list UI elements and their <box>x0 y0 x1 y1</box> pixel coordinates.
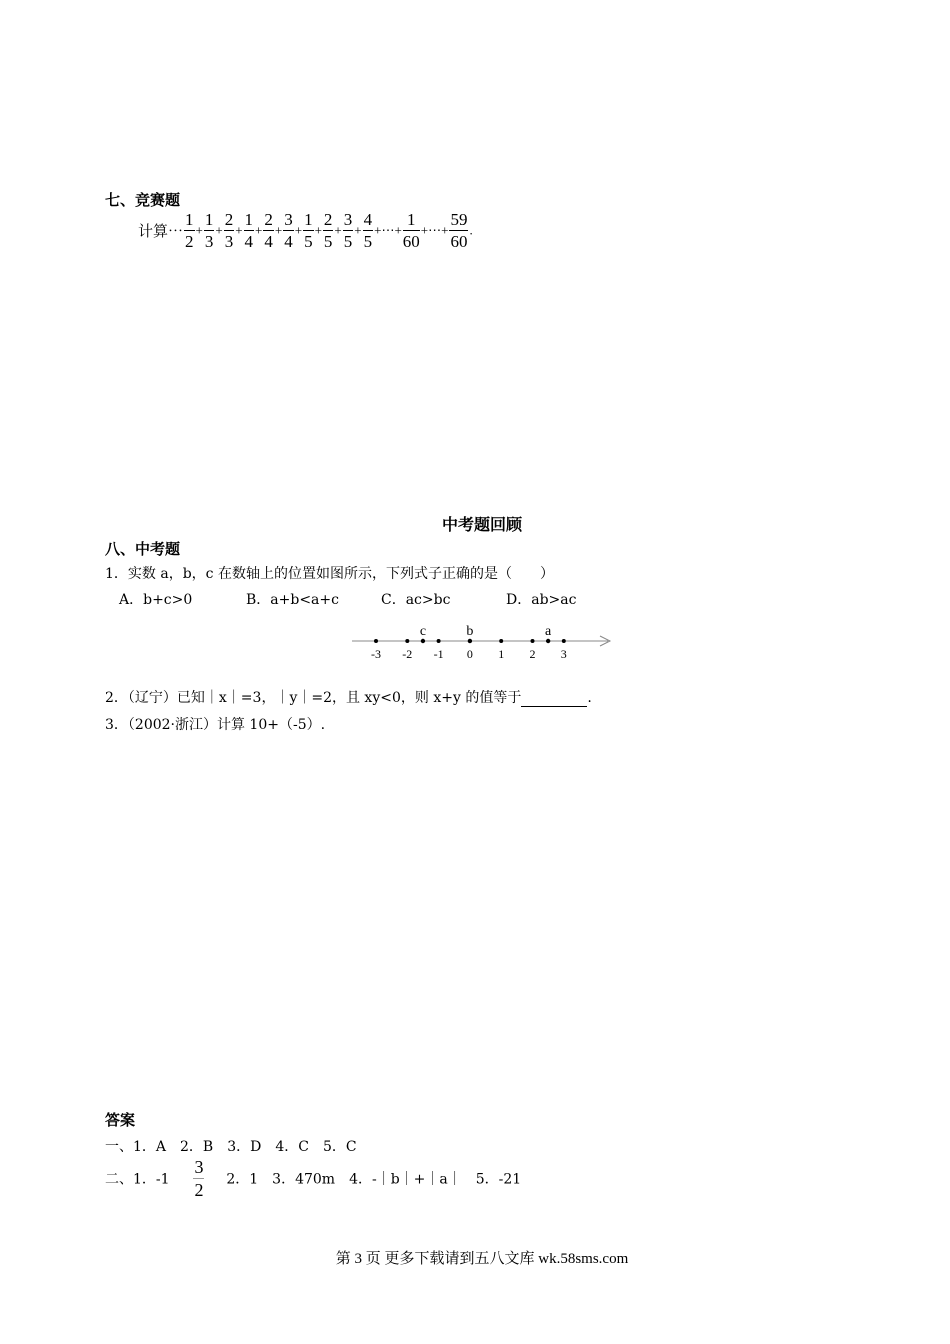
option-d: D．ab>ac <box>506 592 577 608</box>
tick-dot <box>499 639 503 643</box>
review-title: 中考题回顾 <box>441 515 522 534</box>
question-3: 3．（2002·浙江）计算 10+（-5）. <box>105 717 326 733</box>
question-2-end: . <box>587 690 592 706</box>
option-a: A．b+c>0 <box>119 592 193 608</box>
fraction: $\frac{59}{60}$ <box>450 210 468 251</box>
answers-line-1: 一、1．A 2．B 3．D 4．C 5．C <box>105 1139 357 1155</box>
ellipsis: +⋯+ <box>420 222 449 238</box>
tick-label: -1 <box>433 647 444 661</box>
expression-end: . <box>469 222 473 238</box>
answers-line-2-rest: 2．1 3．470m 4．-｜b｜+｜a｜ 5．-21 <box>226 1171 522 1188</box>
option-c: C．ac>bc <box>381 592 451 608</box>
point-b <box>468 639 472 643</box>
tick-dot <box>562 639 566 643</box>
number-line-figure <box>345 620 620 665</box>
answers-title: 答案 <box>105 1111 136 1129</box>
tick-label: -2 <box>402 647 413 661</box>
competition-expression: 计算⋯ $\frac{1}{2}$ + $\frac{1}{3}$ + $\frac{2}{3}$ + $\frac{1}{4}$ + $\frac{2}{4}$ + $\frac{3}{4}$ + $\frac{1}{5}$ + $\frac{2}{5}$ + $\frac{3}{5}$ + $\frac{4}{5}$ +⋯+ $\frac{1}{60}$ +⋯+ $\frac{59}{60}$ . <box>138 210 473 251</box>
point-label-c: c <box>419 624 427 639</box>
point-label-b: b <box>466 624 474 639</box>
fraction: $\frac{1}{5}$ <box>304 210 313 251</box>
expression-prefix: 计算⋯ <box>138 222 184 240</box>
answers-line-2-start: 二、1．-1 <box>105 1171 170 1188</box>
point-label-a: a <box>545 624 552 639</box>
fraction: $\frac{3}{4}$ <box>284 210 293 251</box>
tick-label: 0 <box>466 647 473 661</box>
fraction: $\frac{1}{60}$ <box>402 210 420 251</box>
tick-dot <box>374 639 378 643</box>
fraction: $\frac{1}{3}$ <box>204 210 214 251</box>
fraction: $\frac{1}{2}$ <box>185 210 194 251</box>
fraction: $\frac{3}{5}$ <box>343 210 353 251</box>
question-2-text: 2．（辽宁）已知｜x｜=3，｜y｜=2，且 xy<0，则 x+y 的值等于 <box>105 690 522 706</box>
section8-title: 八、中考题 <box>105 540 181 558</box>
tick-label: 3 <box>560 647 567 661</box>
question-1: 1．实数 a，b，c 在数轴上的位置如图所示，下列式子正确的是（ ） <box>105 566 554 582</box>
tick-dot <box>531 639 535 643</box>
tick-label: 1 <box>498 647 505 661</box>
section7-title: 七、竞赛题 <box>105 191 181 209</box>
tick-label: 2 <box>529 647 536 661</box>
page-footer: 第 3 页 更多下载请到五八文库 wk.58sms.com <box>335 1251 629 1267</box>
point-a <box>546 639 550 643</box>
fraction: $\frac{2}{4}$ <box>264 210 273 251</box>
tick-label: -3 <box>371 647 381 661</box>
tick-dot <box>405 639 409 643</box>
option-b: B．a+b<a+c <box>246 592 339 608</box>
fraction: $\frac{2}{5}$ <box>323 210 333 251</box>
ellipsis: +⋯+ <box>374 222 402 238</box>
answers-line-2 <box>105 1158 521 1199</box>
fraction: $\frac{3}{2}$ <box>194 1157 204 1200</box>
question-2 <box>105 687 592 707</box>
answer-blank[interactable] <box>521 692 587 707</box>
point-c <box>421 639 425 643</box>
fraction: $\frac{2}{3}$ <box>224 210 234 251</box>
fraction: $\frac{4}{5}$ <box>363 210 373 251</box>
tick-dot <box>437 639 441 643</box>
fraction: $\frac{1}{4}$ <box>244 210 254 251</box>
